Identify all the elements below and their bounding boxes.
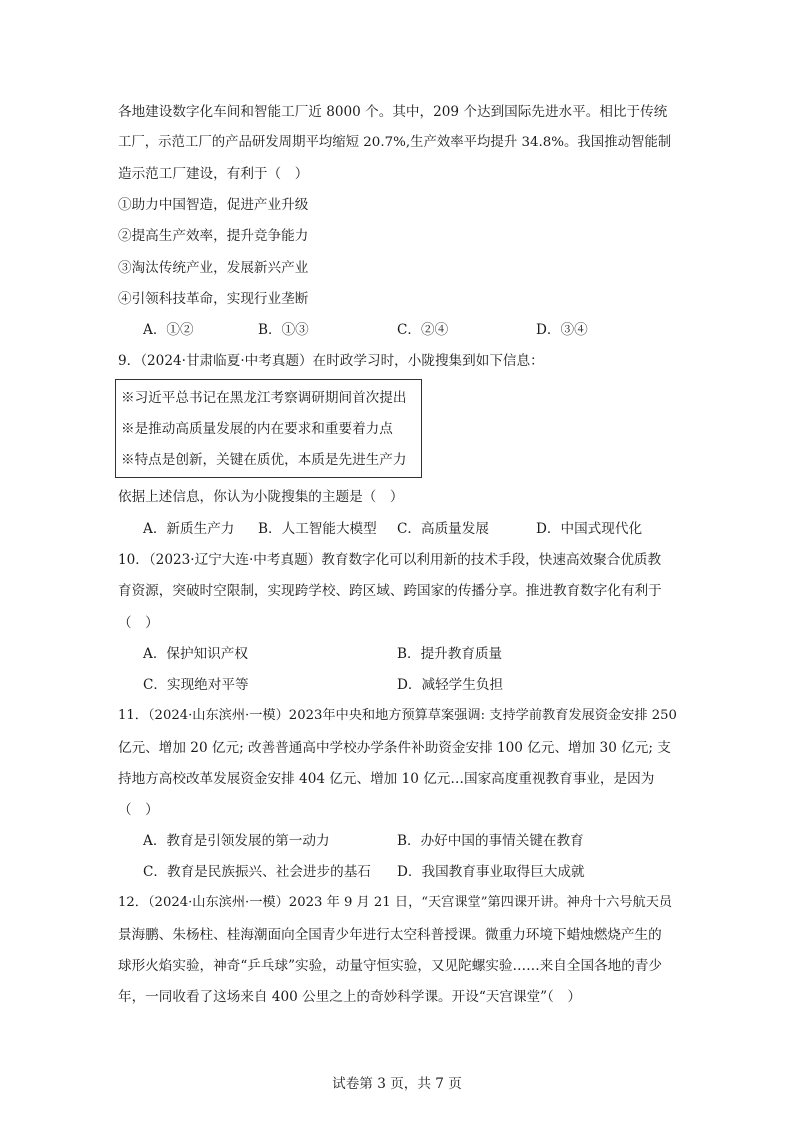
q9-info-line-2: ※是推动高质量发展的内在要求和重要着力点 — [121, 421, 393, 437]
q11-option-c: C．教育是民族振兴、社会进步的基石 — [143, 864, 371, 880]
q8-line-1: 各地建设数字化车间和智能工厂近 8000 个。其中，209 个达到国际先进水平。相比于传统 — [118, 104, 668, 120]
q9-info-line-1: ※习近平总书记在黑龙江考察调研期间首次提出 — [121, 390, 407, 406]
q8-option-a: A．①② — [143, 322, 194, 338]
q12-line-1: 12．（2024·山东滨州·一模）2023 年 9 月 21 日，“天宫课堂”第四课开讲。神舟十六号航天员 — [118, 895, 673, 910]
q9-info-box — [115, 379, 422, 478]
q9-option-b: B．人工智能大模型 — [258, 521, 377, 537]
q11-option-a: A．教育是引领发展的第一动力 — [143, 833, 330, 849]
q12-line-4: 年，一同收看了这场来自 400 公里之上的奇妙科学课。开设“天宫课堂”（ ） — [118, 989, 582, 1005]
q10-line-1: 10．（2023·辽宁大连·中考真题）教育数字化可以利用新的技术手段，快速高效聚合优质教 — [118, 552, 662, 568]
q8-statement-2: ②提高生产效率，提升竞争能力 — [118, 228, 309, 244]
page-footer: 试卷第 3 页，共 7 页 — [332, 1076, 462, 1092]
q8-line-3: 造示范工厂建设，有利于（ ） — [118, 166, 309, 182]
q9-option-c: C．高质量发展 — [397, 521, 489, 537]
q10-option-a: A．保护知识产权 — [143, 646, 248, 662]
q10-line-2: 育资源，突破时空限制，实现跨学校、跨区域、跨国家的传播分享。推进教育数字化有利于 — [118, 583, 662, 599]
q8-statement-4: ④引领科技革命，实现行业垄断 — [118, 291, 309, 307]
q8-option-d: D．③④ — [536, 322, 588, 338]
q8-line-2: 工厂，示范工厂的产品研发周期平均缩短 20.7%,生产效率平均提升 34.8%。我国推动智能制 — [118, 135, 672, 150]
q9-stem: 9．（2024·甘肃临夏·中考真题）在时政学习时，小陇搜集到如下信息： — [118, 353, 544, 369]
q10-option-d: D．减轻学生负担 — [397, 677, 504, 693]
q10-option-c: C．实现绝对平等 — [143, 677, 249, 693]
q11-option-b: B．办好中国的事情关键在教育 — [397, 833, 584, 849]
q11-line-3: 持地方高校改革发展资金安排 404 亿元、增加 10 亿元…国家高度重视教育事业，是因为 — [118, 771, 655, 787]
q8-statement-3: ③淘汰传统产业，发展新兴产业 — [118, 260, 309, 276]
q8-statement-1: ①助力中国智造，促进产业升级 — [118, 197, 309, 213]
q12-line-3: 球形火焰实验，神奇“乒乓球”实验，动量守恒实验，又见陀螺实验……来自全国各地的青少 — [118, 958, 663, 974]
q9-info-line-3: ※特点是创新，关键在质优，本质是先进生产力 — [121, 452, 407, 468]
q9-option-a: A．新质生产力 — [143, 521, 235, 537]
q9-question: 依据上述信息，你认为小陇搜集的主题是（ ） — [118, 489, 404, 505]
q9-option-d: D．中国式现代化 — [536, 521, 643, 537]
q12-line-2: 景海鹏、朱杨柱、桂海潮面向全国青少年进行太空科普授课。微重力环境下蜡烛燃烧产生的 — [118, 927, 662, 943]
q10-option-b: B．提升教育质量 — [397, 646, 503, 662]
q11-option-d: D．我国教育事业取得巨大成就 — [397, 864, 585, 880]
q11-line-4: （ ） — [118, 802, 159, 818]
q10-line-3: （ ） — [118, 615, 159, 631]
q8-option-b: B．①③ — [258, 322, 309, 338]
q11-line-1: 11．（2024·山东滨州·一模）2023年中央和地方预算草案强调: 支持学前教育发展资金安排 250 — [118, 708, 677, 723]
q8-option-c: C．②④ — [397, 322, 449, 338]
q11-line-2: 亿元、增加 20 亿元; 改善普通高中学校办学条件补助资金安排 100 亿元、增加 30 亿元; 支 — [118, 740, 671, 756]
